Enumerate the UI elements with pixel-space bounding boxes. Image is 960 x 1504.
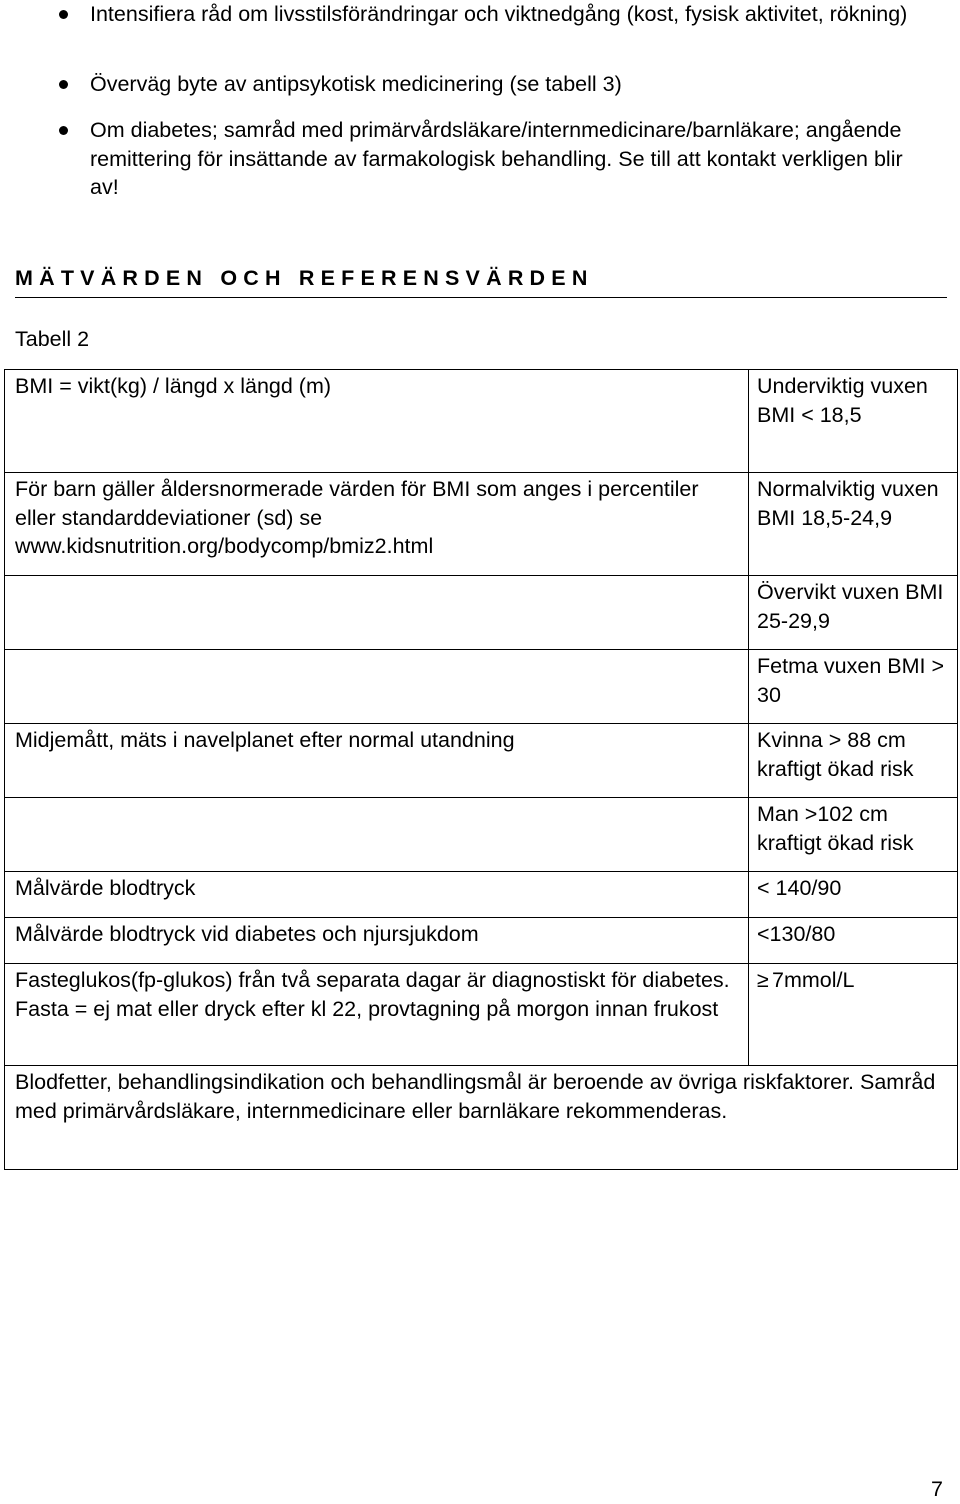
- table-cell-value: [749, 964, 958, 1066]
- table-row: [5, 964, 958, 1066]
- table-row: [5, 576, 958, 650]
- table-cell-label: Midjemått, mäts i navelplanet efter normal utandning: [5, 724, 749, 798]
- table-row: [5, 1066, 958, 1170]
- table-row: [5, 650, 958, 724]
- bullet-item: [90, 116, 930, 202]
- table-row: [5, 918, 958, 964]
- reference-table: [4, 369, 958, 1170]
- table-cell-label: För barn gäller åldersnormerade värden för BMI som anges i percentiler eller standarddeviationer (sd) se www.kidsnutrition.org/bodycomp/bmiz2.html: [5, 473, 749, 576]
- table-cell-value: < 140/90: [749, 872, 958, 918]
- table-row: [5, 473, 958, 576]
- table-row: [5, 370, 958, 473]
- table-row: [5, 724, 958, 798]
- bullet-text: Överväg byte av antipsykotisk medicinering (se tabell 3): [90, 72, 622, 96]
- table-cell-value: Underviktig vuxen BMI < 18,5: [749, 370, 958, 473]
- threshold-value: 7mmol/L: [772, 968, 855, 992]
- table-cell-label: [5, 576, 749, 650]
- table-cell-value: Kvinna > 88 cm kraftigt ökad risk: [749, 724, 958, 798]
- table-caption: Tabell 2: [15, 327, 90, 351]
- table-cell-value: Övervikt vuxen BMI 25-29,9: [749, 576, 958, 650]
- heading-divider: [15, 297, 947, 298]
- section-heading: MÄTVÄRDEN OCH REFERENSVÄRDEN: [15, 266, 594, 290]
- bullet-item: [90, 70, 930, 99]
- table-cell-label: Målvärde blodtryck vid diabetes och njursjukdom: [5, 918, 749, 964]
- table-cell-label: Fasteglukos(fp-glukos) från två separata dagar är diagnostiskt för diabetes. Fasta = ej mat eller dryck efter kl 22, provtagning på morgon innan frukost: [5, 964, 749, 1066]
- table-cell-label: [5, 798, 749, 872]
- table-cell-value: <130/80: [749, 918, 958, 964]
- page-number: 7: [931, 1477, 943, 1501]
- table-cell-value: Man >102 cm kraftigt ökad risk: [749, 798, 958, 872]
- bullet-dot-icon: [59, 10, 68, 19]
- bullet-item: [90, 0, 930, 29]
- table-footer-note: Blodfetter, behandlingsindikation och behandlingsmål är beroende av övriga riskfaktorer. Samråd med primärvårdsläkare, internmedicinare eller barnläkare rekommenderas.: [5, 1066, 958, 1170]
- bullet-text: Intensifiera råd om livsstilsförändringar och viktnedgång (kost, fysisk aktivitet, rökning): [90, 2, 908, 26]
- table-row: [5, 872, 958, 918]
- bullet-dot-icon: [59, 126, 68, 135]
- table-cell-label: [5, 650, 749, 724]
- table-cell-label: Målvärde blodtryck: [5, 872, 749, 918]
- table-cell-value: Fetma vuxen BMI > 30: [749, 650, 958, 724]
- bullet-text: Om diabetes; samråd med primärvårdsläkare/internmedicinare/barnläkare; angående remittering för insättande av farmakologisk behandling. Se till att kontakt verkligen blir av!: [90, 118, 903, 199]
- table-row: [5, 798, 958, 872]
- bullet-dot-icon: [59, 80, 68, 89]
- table-cell-value: Normalviktig vuxen BMI 18,5-24,9: [749, 473, 958, 576]
- table-cell-label: BMI = vikt(kg) / längd x längd (m): [5, 370, 749, 473]
- greater-equal-symbol: ≥: [757, 968, 769, 992]
